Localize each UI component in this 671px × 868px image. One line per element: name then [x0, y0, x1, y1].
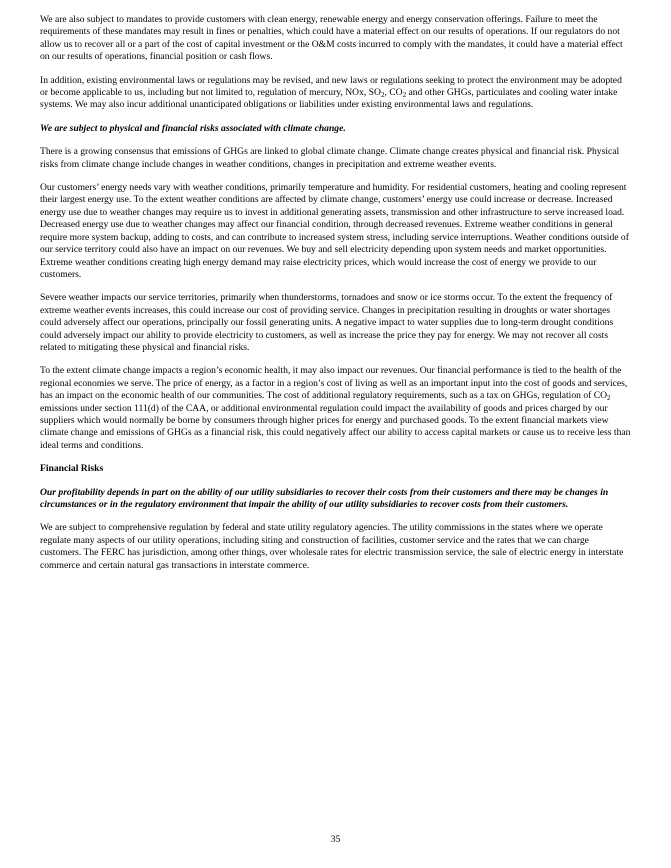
document-body: [40, 14, 632, 583]
subscript: 2: [402, 91, 407, 100]
text-segment: emissions under section 111(d) of the CAA, or additional environmental regulation could impact the availability of goods and prices charged by our suppliers which would normally be borne by consumers through higher prices for energy and purchased goods. To the extent financial markets view climate change and emissions of GHGs as a financial risk, this could negatively affect our ability to access capital markets or cause us to receive less than ideal terms and conditions.: [40, 402, 631, 451]
subscript: 2: [607, 394, 611, 403]
heading-financial-risks: Financial Risks: [40, 463, 104, 475]
paragraph-regulation: We are subject to comprehensive regulation by federal and state utility regulatory agencies. The utility commissions in the states where we operate regulate many aspects of our utility operations, including siting and construction of facilities, customer service and the rates that we can charge customers. The FERC has jurisdiction, among other things, over wholesale rates for electric transmission service, the sale of electric energy in interstate commerce and certain natural gas transactions in interstate commerce.: [40, 522, 624, 571]
heading-climate-risk: We are subject to physical and financial risks associated with climate change.: [40, 122, 346, 134]
page-number: 35: [330, 834, 341, 845]
paragraph-customer-energy-needs: Our customers’ energy needs vary with weather conditions, primarily temperature and humidity. For residential customers, heating and cooling represent their largest energy use. To the extent weather conditions are affected by climate change, customers’ energy use could increase or decrease. Increased energy use due to weather changes may require us to invest in additional generating assets, transmission and other infrastructure to serve increased load. Decreased energy use due to weather changes may affect our financial condition, through decreased revenues. Extreme weather conditions in general require more system backup, adding to costs, and can contribute to increased system stress, including service interruptions. Weather conditions outside of our service territory could also have an impact on our revenues. We buy and sell electricity depending upon system needs and market opportunities. Extreme weather conditions creating high energy demand may raise electricity prices, which would increase the cost of energy we provide to our customers.: [40, 182, 629, 280]
subscript: 2: [380, 91, 385, 100]
paragraph-clean-energy-mandates: We are also subject to mandates to provide customers with clean energy, renewable energy and energy conservation offerings. Failure to meet the requirements of these mandates may result in fines or penalties, which could have a material effect on our results of operations. If our regulators do not allow us to recover all or a part of the cost of capital investment or the O&M costs incurred to comply with the mandates, it could have a material effect on our results of operations, financial position or cash flows.: [40, 14, 623, 63]
heading-profitability: Our profitability depends in part on the ability of our utility subsidiaries to recover their costs from their customers and there may be changes in circumstances or in the regulatory environment that impair the ability of our utility subsidiaries to recover costs from their customers.: [40, 486, 609, 510]
paragraph-environmental-laws: [40, 75, 632, 112]
text-segment: To the extent climate change impacts a region’s economic health, it may also impact our revenues. Our financial performance is tied to the health of the regional economies we serve. The price of energy, as a factor in a region’s cost of living as well as an important input into the cost of goods and services, has an impact on the economic health of our communities. The cost of additional regulatory requirements, such as a tax on GHGs, regulation of CO: [40, 365, 628, 402]
text-segment: , CO: [384, 87, 403, 99]
paragraph-climate-consensus: There is a growing consensus that emissions of GHGs are linked to global climate change. Climate change creates physical and financial risk. Physical risks from climate change include changes in weather conditions, changes in precipitation and extreme weather events.: [40, 146, 620, 170]
text-segment: and other GHGs, particulates and cooling water intake systems. We may also incur additional unanticipated obligations or liabilities under existing environmental laws and regulations.: [40, 87, 618, 111]
paragraph-economic-health: [40, 365, 632, 452]
text-segment: In addition, existing environmental laws or regulations may be revised, and new laws or regulations seeking to protect the environment may be adopted or become applicable to us, including but not limited to, regulation of mercury, NOx, SO: [40, 74, 622, 99]
paragraph-severe-weather: Severe weather impacts our service territories, primarily when thunderstorms, tornadoes and snow or ice storms occur. To the extent the frequency of extreme weather events increases, this could increase our cost of providing service. Changes in precipitation resulting in droughts or water shortages could adversely affect our operations, principally our fossil generating units. A negative impact to water supplies due to long-term drought conditions could adversely impact our ability to provide electricity to customers, as well as increase the price they pay for energy. We may not recover all costs related to mitigating these physical and financial risks.: [40, 292, 614, 353]
